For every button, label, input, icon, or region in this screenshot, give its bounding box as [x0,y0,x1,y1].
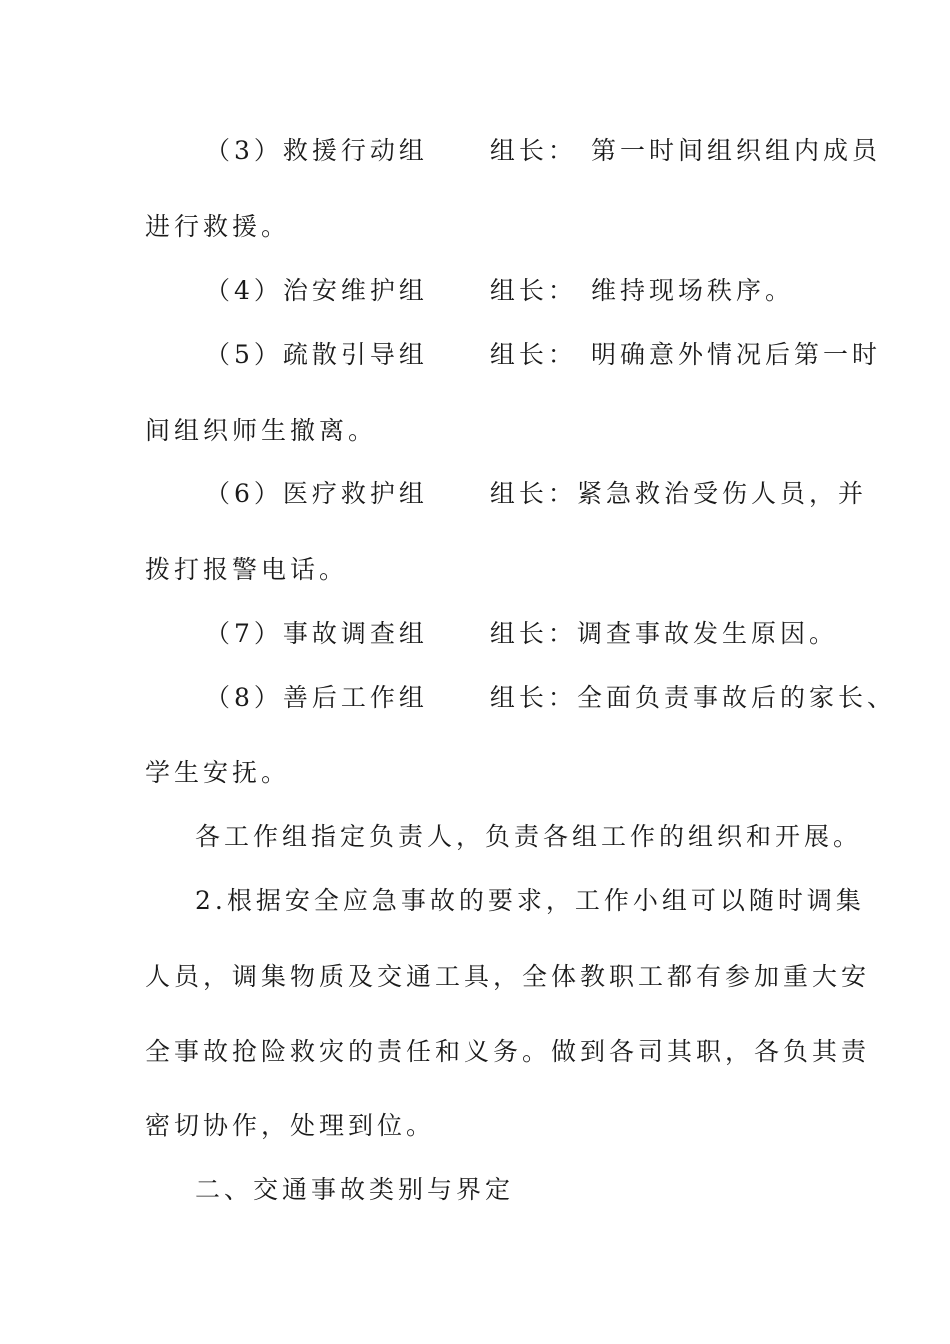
paragraph-line: 2.根据安全应急事故的要求，工作小组可以随时调集 [195,886,865,915]
paragraph-line: 人员，调集物质及交通工具，全体教职工都有参加重大安 [145,962,871,991]
section-heading: 二、交通事故类别与界定 [195,1175,515,1204]
paragraph-line: 进行救援。 [145,212,291,241]
group-line-investigation [205,619,838,649]
paragraph-line: 拨打报警电话。 [145,555,349,584]
group-duty: 维持现场秩序。 [590,276,794,305]
group-leader-label: 组长： [489,340,577,369]
group-line-security [205,276,794,306]
group-duty: 第一时间组织组内成员 [590,136,881,165]
group-name: （7）事故调查组 [205,619,428,648]
group-name: （5）疏散引导组 [205,340,428,369]
group-name: （4）治安维护组 [205,276,428,305]
group-duty: 紧急救治受伤人员，并 [576,479,867,508]
group-leader-label: 组长： [489,619,577,648]
group-duty: 调查事故发生原因。 [576,619,838,648]
group-duty: 明确意外情况后第一时 [590,340,881,369]
group-line-aftermath [205,683,896,713]
group-line-rescue [205,136,881,166]
group-leader-label: 组长： [489,479,577,508]
group-name: （6）医疗救护组 [205,479,428,508]
paragraph-line: 全事故抢险救灾的责任和义务。做到各司其职，各负其责 [145,1037,871,1066]
paragraph-line: 学生安抚。 [145,758,291,787]
group-name: （8）善后工作组 [205,683,428,712]
group-leader-label: 组长： [489,136,577,165]
paragraph-line: 间组织师生撤离。 [145,416,378,445]
group-duty: 全面负责事故后的家长、 [576,683,896,712]
paragraph-line: 各工作组指定负责人，负责各组工作的组织和开展。 [195,822,863,851]
group-leader-label: 组长： [489,276,577,305]
paragraph-line: 密切协作，处理到位。 [145,1111,436,1140]
group-name: （3）救援行动组 [205,136,428,165]
group-leader-label: 组长： [489,683,577,712]
group-line-evacuation [205,340,881,370]
group-line-medical [205,479,867,509]
